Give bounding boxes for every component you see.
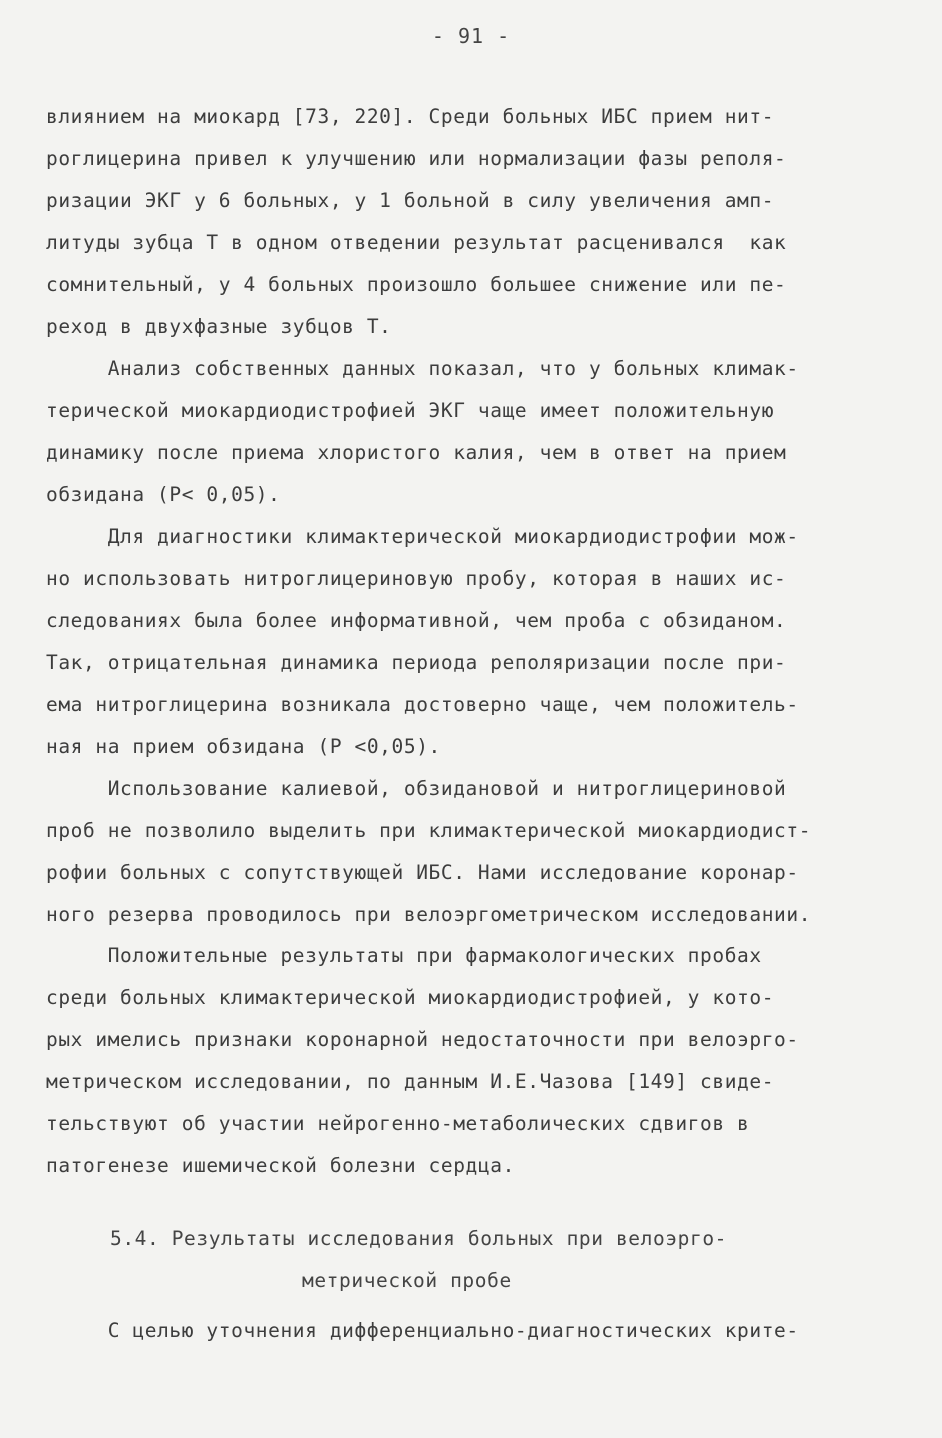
paragraph-3 <box>46 516 906 768</box>
paragraph-4 <box>46 768 906 936</box>
text-line: обзидана (P< 0,05). <box>46 483 281 506</box>
text-line: сомнительный, у 4 больных произошло большее снижение или пе- <box>46 273 787 296</box>
text-line: Положительные результаты при фармакологических пробах <box>46 944 762 967</box>
text-line: ема нитроглицерина возникала достоверно чаще, чем положитель- <box>46 693 799 716</box>
paragraph-2 <box>46 348 906 516</box>
text-line: метрическом исследовании, по данным И.Е.Чазова [149] свиде- <box>46 1070 775 1093</box>
section-heading <box>46 1218 906 1302</box>
text-line: патогенезе ишемической болезни сердца. <box>46 1154 515 1177</box>
text-line: но использовать нитроглицериновую пробу, которая в наших ис- <box>46 567 787 590</box>
text-line: среди больных климактерической миокардиодистрофией, у кото- <box>46 986 775 1009</box>
text-line: ная на прием обзидана (P <0,05). <box>46 735 441 758</box>
text-line: роглицерина привел к улучшению или нормализации фазы реполя- <box>46 147 787 170</box>
text-line: Для диагностики климактерической миокардиодистрофии мож- <box>46 525 799 548</box>
text-line: рых имелись признаки коронарной недостаточности при велоэрго- <box>46 1028 799 1051</box>
text-line: терической миокардиодистрофией ЭКГ чаще имеет положительную <box>46 399 775 422</box>
paragraph-6 <box>46 1310 906 1352</box>
text-line: рофии больных с сопутствующей ИБС. Нами исследование коронар- <box>46 861 799 884</box>
page-number: - 91 - <box>431 24 511 48</box>
text-line: Анализ собственных данных показал, что у больных климак- <box>46 357 799 380</box>
text-line: ного резерва проводилось при велоэргометрическом исследовании. <box>46 903 812 926</box>
text-line: тельствуют об участии нейрогенно-метаболических сдвигов в <box>46 1112 750 1135</box>
paragraph-1 <box>46 96 906 348</box>
paragraph-5 <box>46 935 906 1187</box>
text-line: динамику после приема хлористого калия, чем в ответ на прием <box>46 441 787 464</box>
text-line: проб не позволило выделить при климактерической миокардиодист- <box>46 819 812 842</box>
text-line: реход в двухфазные зубцов Т. <box>46 315 392 338</box>
text-line: литуды зубца Т в одном отведении результат расценивался как <box>46 231 787 254</box>
text-line: Использование калиевой, обзидановой и нитроглицериновой <box>46 777 787 800</box>
section-heading-line-2: метрической пробе <box>302 1269 512 1292</box>
text-line: влиянием на миокард [73, 220]. Среди больных ИБС прием нит- <box>46 105 775 128</box>
text-line: Так, отрицательная динамика периода реполяризации после при- <box>46 651 787 674</box>
text-line: С целью уточнения дифференциально-диагностических крите- <box>46 1319 799 1342</box>
text-line: ризации ЭКГ у 6 больных, у 1 больной в силу увеличения амп- <box>46 189 775 212</box>
section-heading-line-1: 5.4. Результаты исследования больных при велоэрго- <box>110 1227 727 1250</box>
text-line: следованиях была более информативной, чем проба с обзиданом. <box>46 609 787 632</box>
